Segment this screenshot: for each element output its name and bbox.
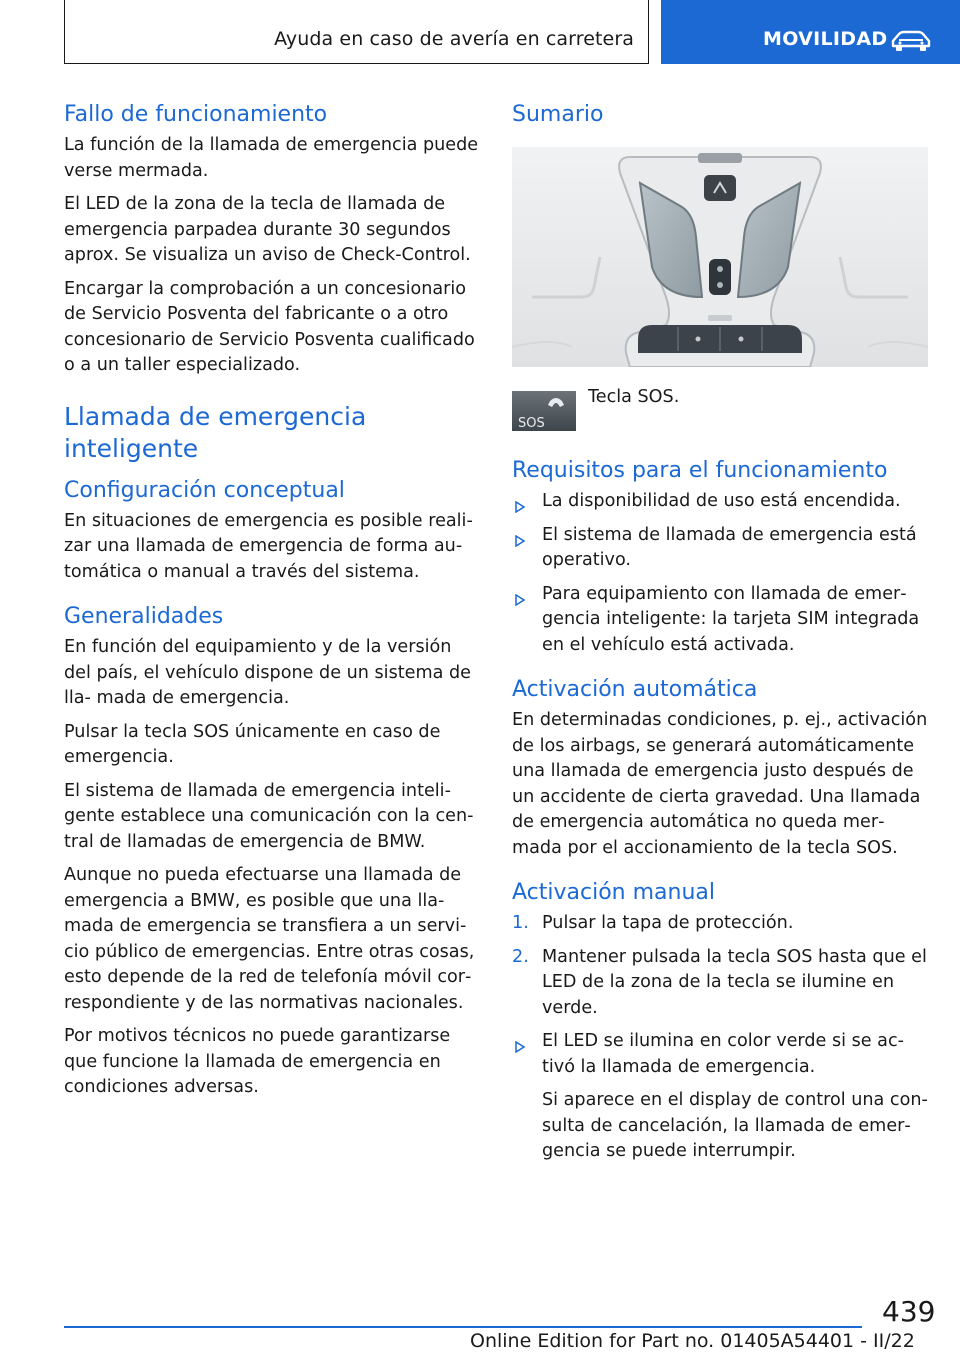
paragraph: La función de la llamada de emergencia puede verse mermada.	[64, 135, 479, 181]
header-title-box	[64, 0, 649, 64]
paragraph: En determinadas condiciones, p. ej., activación de los airbags, se generará automáticamente una llamada de emergencia justo después de un accidente de cierta gravedad. Una llamada de emergencia automática no queda mer‐ mada por el accionamiento de la tecla SOS.	[512, 710, 928, 858]
requirements-list	[512, 489, 930, 658]
paragraph: Encargar la comprobación a un concesionario de Servicio Posventa del fabricante o a otro concesionario de Servicio Posventa cualificado o a un taller especializado.	[64, 278, 475, 375]
triangle-bullet-icon	[514, 496, 526, 522]
heading-sumario: Sumario	[512, 102, 604, 127]
triangle-bullet-icon	[514, 530, 526, 556]
header-section-tab	[661, 0, 960, 64]
paragraph: Si aparece en el display de control una con‐ sulta de cancelación, la llamada de emer‐ gencia se puede interrumpir.	[542, 1090, 928, 1161]
manual-steps-list	[512, 911, 930, 1021]
list-item: La disponibilidad de uso está encendida.	[512, 489, 930, 515]
triangle-bullet-icon	[514, 589, 526, 615]
heading-configuracion: Configuración conceptual	[64, 477, 345, 503]
paragraph: El LED de la zona de la tecla de llamada de emergencia parpadea durante 30 segundos aprox. Se visualiza un aviso de Check-Control.	[64, 194, 471, 265]
result-list	[512, 1029, 930, 1080]
heading-activacion-automatica: Activación automática	[512, 677, 758, 702]
footer-edition: Online Edition for Part no. 01405A54401 - II/22	[470, 1330, 915, 1352]
heading-requisitos: Requisitos para el funcionamiento	[512, 458, 888, 483]
paragraph: Por motivos técnicos no puede garantizarse que funcione la llamada de emergencia en condiciones adversas.	[64, 1026, 451, 1097]
step-number: 2.	[512, 946, 529, 967]
paragraph: En función del equipamiento y de la versión del país, el vehículo dispone de un sistema de lla‐ mada de emergencia.	[64, 637, 471, 708]
list-item: Para equipamiento con llamada de emer‐ gencia inteligente: la tarjeta SIM integrada en el vehículo está activada.	[512, 582, 930, 659]
triangle-bullet-icon	[514, 1036, 526, 1062]
right-column	[512, 96, 930, 1173]
svg-text:SOS: SOS	[518, 416, 545, 431]
left-column	[64, 96, 482, 1109]
sos-key-icon	[512, 391, 576, 431]
list-item: El LED se ilumina en color verde si se ac‐ tivó la llamada de emergencia.	[512, 1029, 930, 1080]
sos-key-row	[512, 387, 930, 451]
paragraph: Pulsar la tecla SOS únicamente en caso de emergencia.	[64, 721, 441, 767]
paragraph: En situaciones de emergencia es posible reali‐ zar una llamada de emergencia de forma au‐ tomática o manual a través del sistema.	[64, 510, 473, 582]
page-number: 439	[882, 1295, 936, 1328]
car-icon	[887, 28, 935, 58]
list-item: El sistema de llamada de emergencia está operativo.	[512, 523, 930, 574]
list-item: 1. Pulsar la tapa de protección.	[512, 911, 930, 937]
list-item: 2. Mantener pulsada la tecla SOS hasta que el LED de la zona de la tecla se ilumine en verde.	[512, 946, 927, 1018]
section-title: MOVILIDAD	[763, 28, 888, 50]
sos-key-label: Tecla SOS.	[588, 387, 680, 407]
heading-fallo: Fallo de funcionamiento	[64, 102, 328, 127]
footer-divider	[64, 1326, 862, 1328]
step-number: 1.	[512, 913, 529, 933]
paragraph: Aunque no pueda efectuarse una llamada de emergencia a BMW, es posible que una lla‐ mada de emergencia se transfiera a un servi‐ cio público de emergencias. Entre otras cosas, esto depende de la red de telefonía móvil cor‐ respondiente y de las normativas nacionales.	[64, 865, 475, 1013]
heading-llamada-emergencia: Llamada de emergencia inteligente	[64, 401, 367, 463]
page-header-title: Ayuda en caso de avería en carretera	[274, 28, 634, 50]
overhead-console-image	[512, 147, 928, 367]
paragraph: El sistema de llamada de emergencia inteli‐ gente establece una comunicación con la cen‐ tral de llamadas de emergencia de BMW.	[64, 780, 474, 852]
heading-generalidades: Generalidades	[64, 604, 224, 629]
heading-activacion-manual: Activación manual	[512, 880, 715, 905]
